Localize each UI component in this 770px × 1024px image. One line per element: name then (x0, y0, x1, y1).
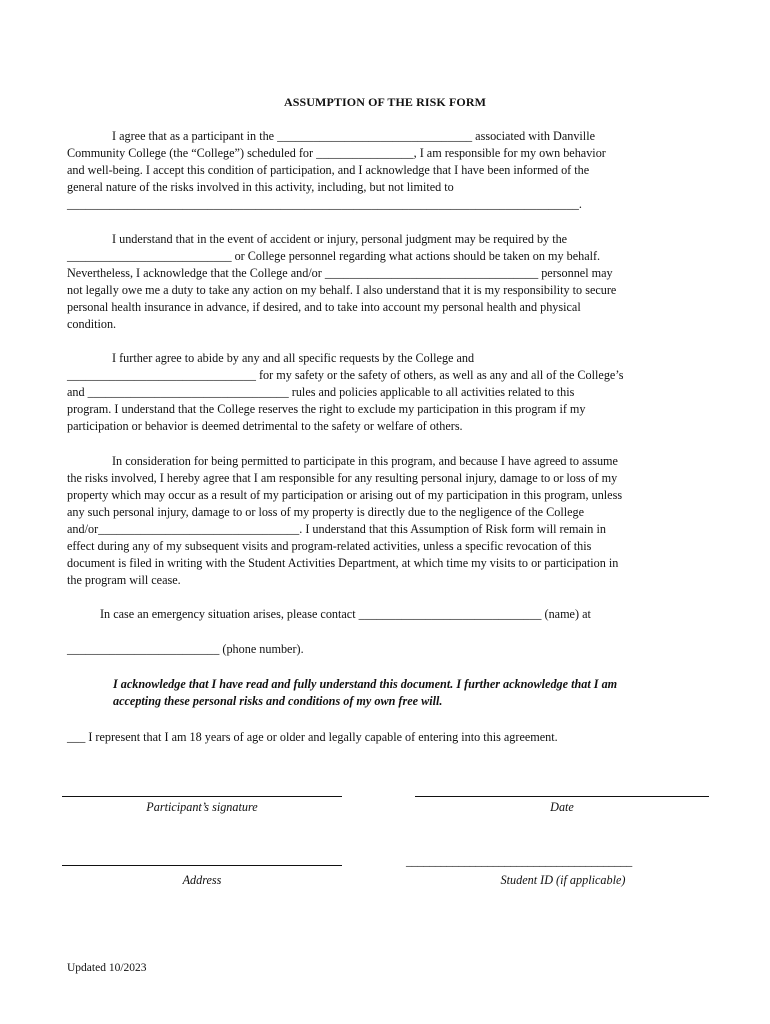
phone-number-line (67, 641, 701, 658)
address-line[interactable] (62, 865, 342, 866)
date-label: Date (550, 800, 574, 814)
acknowledgement-line: accepting these personal risks and conditions of my own free will. (113, 694, 443, 708)
paragraph-judgment (67, 231, 701, 333)
paragraph-line: general nature of the risks involved in this activity, including, but not limited to (67, 180, 454, 194)
paragraph-line: Community College (the “College”) scheduled for ________________, I am responsible for my own behavior (67, 146, 606, 160)
paragraph-line: not legally owe me a duty to take any action on my behalf. I also understand that it is my responsibility to secure (67, 283, 617, 297)
paragraph-line: document is filed in writing with the Student Activities Department, at which time my visits to or participation in (67, 556, 619, 570)
form-title: ASSUMPTION OF THE RISK FORM (283, 95, 487, 109)
paragraph-line: the risks involved, I hereby agree that I am responsible for any resulting personal injury, damage to or loss of my (67, 471, 618, 485)
paragraph-consideration (67, 453, 701, 589)
paragraph-line: and/or_________________________________. I understand that this Assumption of Risk form will remain in (67, 522, 606, 536)
participant-signature-line[interactable] (62, 796, 342, 797)
paragraph-line: I further agree to abide by any and all specific requests by the College and (112, 351, 475, 365)
phone-number-text: _________________________ (phone number). (67, 642, 304, 656)
emergency-contact-line (100, 606, 720, 623)
emergency-contact-text: In case an emergency situation arises, please contact ______________________________ (name) at (100, 607, 591, 621)
paragraph-participation (67, 128, 701, 213)
paragraph-line: property which may occur as a result of my participation or arising out of my participation in this program, unless (67, 488, 623, 502)
paragraph-line: In consideration for being permitted to participate in this program, and because I have agreed to assume (112, 454, 618, 468)
paragraph-line: and well-being. I accept this condition of participation, and I acknowledge that I have been informed of the (67, 163, 590, 177)
paragraph-line: the program will cease. (67, 573, 181, 587)
age-statement (67, 729, 701, 746)
student-id-line[interactable]: _______________________________________ (406, 854, 632, 868)
participant-signature-label: Participant’s signature (146, 800, 258, 814)
paragraph-line: I agree that as a participant in the ________________________________ associated with Danville (112, 129, 595, 143)
paragraph-line: _______________________________ for my safety or the safety of others, as well as any and all of the College’s (67, 368, 624, 382)
paragraph-requests (67, 350, 701, 435)
paragraph-line: and _________________________________ rules and policies applicable to all activities related to this (67, 385, 575, 399)
date-line[interactable] (415, 796, 709, 797)
paragraph-line: ____________________________________________________________________________________. (67, 197, 582, 211)
paragraph-line: I understand that in the event of accident or injury, personal judgment may be required by the (112, 232, 568, 246)
acknowledgement (113, 676, 713, 710)
student-id-label: Student ID (if applicable) (500, 873, 626, 887)
paragraph-line: condition. (67, 317, 117, 331)
acknowledgement-line: I acknowledge that I have read and fully understand this document. I further acknowledge that I am (113, 677, 618, 691)
paragraph-line: program. I understand that the College reserves the right to exclude my participation in this program if my (67, 402, 586, 416)
paragraph-line: participation or behavior is deemed detrimental to the safety or welfare of others. (67, 419, 463, 433)
updated-date: Updated 10/2023 (67, 962, 147, 974)
paragraph-line: any such personal injury, damage to or loss of my property is directly due to the negligence of the College (67, 505, 585, 519)
paragraph-line: ___________________________ or College personnel regarding what actions should be taken on my behalf. (67, 249, 601, 263)
paragraph-line: Nevertheless, I acknowledge that the College and/or ___________________________________ personnel may (67, 266, 613, 280)
address-label: Address (182, 873, 222, 887)
paragraph-line: personal health insurance in advance, if desired, and to take into account my personal health and physical (67, 300, 581, 314)
paragraph-line: effect during any of my subsequent visits and program-related activities, unless a specific revocation of this (67, 539, 592, 553)
age-statement-text: ___ I represent that I am 18 years of age or older and legally capable of entering into this agreement. (67, 730, 558, 744)
